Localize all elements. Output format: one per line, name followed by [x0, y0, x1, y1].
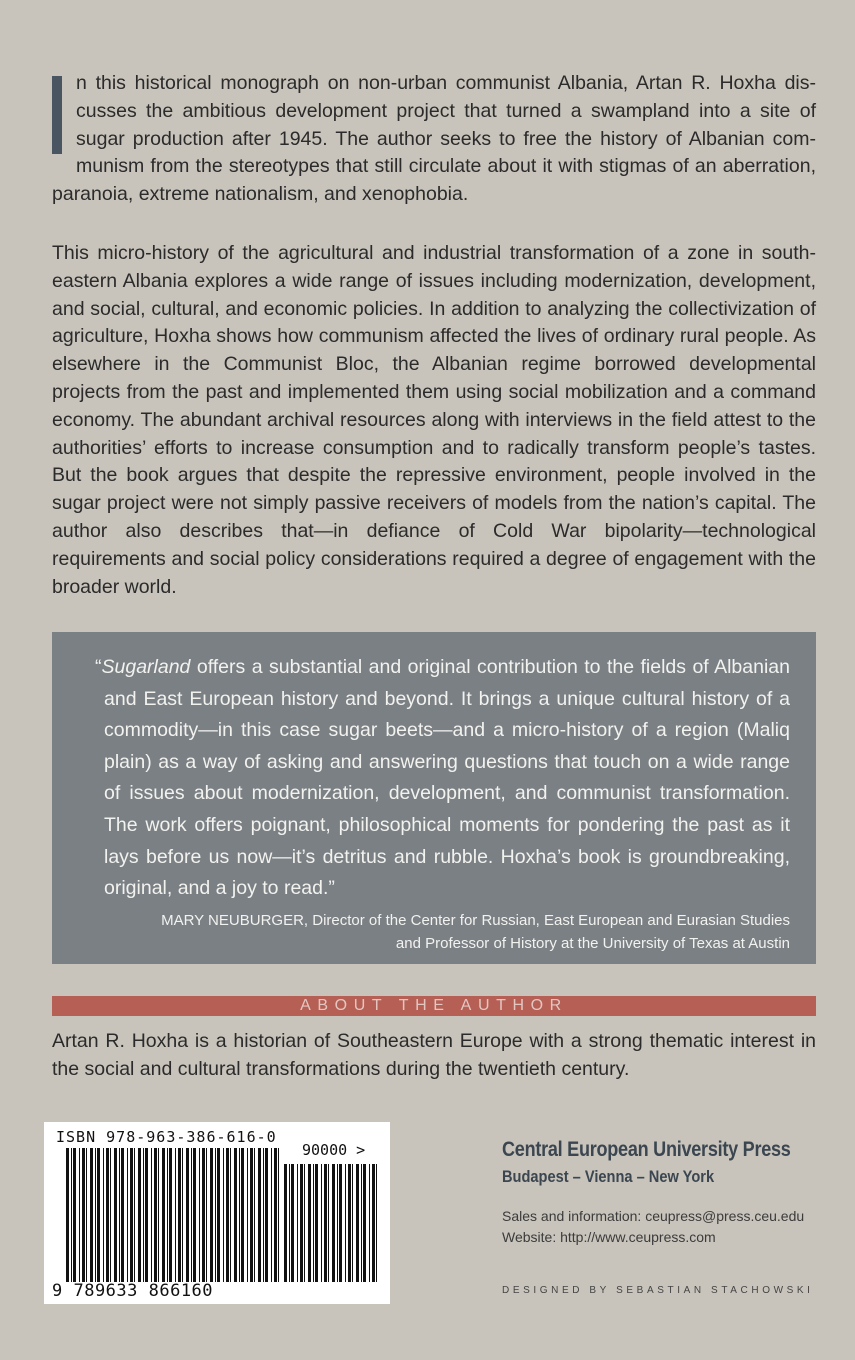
barcode-bar [143, 1148, 144, 1282]
barcode-bar [263, 1148, 264, 1282]
barcode-bar [138, 1148, 141, 1282]
barcode-bar [289, 1164, 290, 1282]
barcode-bar [304, 1164, 305, 1282]
barcode-bar [271, 1148, 272, 1282]
barcode-bar [239, 1148, 240, 1282]
barcode-bar [86, 1148, 87, 1282]
barcode-bar [186, 1148, 189, 1282]
barcode-bar [247, 1148, 248, 1282]
barcode-bar [134, 1148, 135, 1282]
barcode-bar [167, 1148, 168, 1282]
barcode-bar [97, 1148, 100, 1282]
barcode-bar [223, 1148, 224, 1282]
barcode-bar [291, 1164, 294, 1282]
barcode-bar [250, 1148, 253, 1282]
barcode-bar [215, 1148, 216, 1282]
barcode-bar [332, 1164, 335, 1282]
quote-body: offers a substantial and original contribution to the fields of Albanian and East European history and beyond. It brings a unique cultural history of a commodity—in this case sugar beets—and a micro-history of a region (Maliq plain) as a way of asking and answering questions that touch on a wide range of issues about modernization, development, and communist transformation. The work offers poignant, philosophical moments for pondering the past as it lays before us now—it’s detritus and rubble. Hoxha’s book is groundbreaking, original, and a joy to read.” [104, 656, 790, 900]
barcode-bar [376, 1164, 377, 1282]
endorsement-attribution [104, 909, 790, 955]
barcode-bar [278, 1148, 279, 1282]
designer-credit: DESIGNED BY SEBASTIAN STACHOWSKI [502, 1285, 814, 1296]
author-bio-text: is a historian of Southeastern Europe with a strong thematic interest in the social and cultural transformations during the twentieth century. [52, 1030, 816, 1080]
barcode-bar [234, 1148, 237, 1282]
barcode-bar [210, 1148, 213, 1282]
author-bio [52, 1028, 816, 1084]
about-author-heading: ABOUT THE AUTHOR [52, 996, 816, 1016]
barcode-bar [151, 1148, 152, 1282]
website-link[interactable]: http://www.ceupress.com [560, 1229, 716, 1245]
barcode-bar [226, 1148, 229, 1282]
barcode-bar [254, 1148, 255, 1282]
dropcap-bar [52, 76, 62, 154]
barcode-bar [315, 1164, 318, 1282]
barcode-bar [191, 1148, 192, 1282]
barcode-bar [103, 1148, 104, 1282]
intro-paragraph-1 [52, 70, 816, 209]
barcode-bar [182, 1148, 183, 1282]
barcode-bar [308, 1164, 311, 1282]
barcode-digits: 9 789633 866160 [52, 1281, 214, 1301]
barcode-bar [79, 1148, 80, 1282]
barcode-bar [363, 1164, 366, 1282]
barcode-bar [119, 1148, 120, 1282]
barcode-bars [44, 1122, 390, 1304]
barcode-bar [154, 1148, 157, 1282]
barcode-bar [297, 1164, 298, 1282]
publisher-contact [502, 1206, 822, 1248]
barcode-bar [106, 1148, 109, 1282]
publisher-cities: Budapest – Vienna – New York [502, 1167, 715, 1186]
barcode-bar [206, 1148, 207, 1282]
barcode-bar [175, 1148, 176, 1282]
barcode-bar [110, 1148, 111, 1282]
barcode-bar [348, 1164, 351, 1282]
barcode-bar [284, 1164, 287, 1282]
barcode-bar [321, 1164, 322, 1282]
barcode-bar [193, 1148, 196, 1282]
endorsement-quote [95, 652, 790, 905]
barcode-bar [114, 1148, 117, 1282]
barcode-bar [230, 1148, 231, 1282]
barcode-bar [169, 1148, 172, 1282]
isbn-label: ISBN 978-963-386-616-0 [56, 1128, 277, 1146]
attribution-line-2: and Professor of History at the University of Texas at Austin [395, 934, 790, 952]
barcode-bar [300, 1164, 303, 1282]
barcode-bar [337, 1164, 338, 1282]
author-name: Artan R. Hoxha [52, 1030, 189, 1052]
barcode-bar [82, 1148, 85, 1282]
barcode-bar [71, 1148, 72, 1282]
barcode-bar [145, 1148, 148, 1282]
book-title: Sugarland [101, 656, 191, 678]
barcode-bar [158, 1148, 159, 1282]
quote-open-mark: “ [95, 656, 102, 678]
barcode-bar [130, 1148, 133, 1282]
endorsement-box [52, 632, 816, 964]
barcode-bar [352, 1164, 353, 1282]
barcode-bar [313, 1164, 314, 1282]
barcode-bar [265, 1148, 268, 1282]
barcode-bar [372, 1164, 375, 1282]
barcode-bar [274, 1148, 277, 1282]
barcode-bar [162, 1148, 165, 1282]
barcode-bar [339, 1164, 342, 1282]
intro-paragraph-2: This micro-history of the agricultural and industrial transformation of a zone in southeastern Albania explores a wide range of issues including modernization, development, and social, cultural, and economic policies. In addition to analyzing the collectivization of agriculture, Hoxha shows how communism affected the lives of ordinary rural people. As elsewhere in the Communist Bloc, the Albanian regime borrowed developmental projects from the past and implemented them using social mobilization and a command economy. The abundant archival resources along with interviews in the field attest to the authorities’ efforts to increase consumption and to radically transform people’s tastes. But the book argues that despite the repressive environment, people involved in the sugar project were not simply passive receivers of models from the nation’s capital. The author also describes that—in defiance of Cold War bipolarity—technological requirements and social policy considerations required a degree of engagement with the broader world. [52, 242, 816, 598]
sales-email-link[interactable]: ceupress@press.ceu.edu [645, 1208, 805, 1224]
website-label: Website: [502, 1229, 561, 1245]
barcode-bar [202, 1148, 205, 1282]
publisher-name: Central European University Press [502, 1138, 791, 1161]
barcode-bar [73, 1148, 76, 1282]
barcode-bar [356, 1164, 359, 1282]
barcode-bar [217, 1148, 220, 1282]
barcode-bar [127, 1148, 128, 1282]
price-code: 90000 > [302, 1141, 366, 1159]
barcode-bar [199, 1148, 200, 1282]
barcode-bar [345, 1164, 346, 1282]
barcode-bar [66, 1148, 69, 1282]
isbn-barcode [44, 1122, 390, 1304]
attribution-line-1: MARY NEUBURGER, Director of the Center for Russian, East European and Eurasian Studies [161, 911, 790, 929]
barcode-bar [241, 1148, 244, 1282]
sales-label: Sales and information: [502, 1208, 646, 1224]
barcode-bar [361, 1164, 362, 1282]
barcode-bar [328, 1164, 329, 1282]
intro-paragraph-1-text: n this historical monograph on non-urban communist Albania, Artan R. Hoxha discusses the ambitious development project that turned a swampland into a site of sugar production after 1945. The author seeks to free the history of Albanian communism from the stereotypes that still circulate about it with stigmas of an aberration, paranoia, extreme nationalism, and xenophobia. [52, 72, 816, 206]
publisher-block [502, 1136, 822, 1248]
barcode-bar [324, 1164, 327, 1282]
barcode-bar [369, 1164, 370, 1282]
barcode-bar [178, 1148, 181, 1282]
barcode-bar [121, 1148, 124, 1282]
barcode-bar [90, 1148, 93, 1282]
barcode-bar [95, 1148, 96, 1282]
barcode-bar [258, 1148, 261, 1282]
